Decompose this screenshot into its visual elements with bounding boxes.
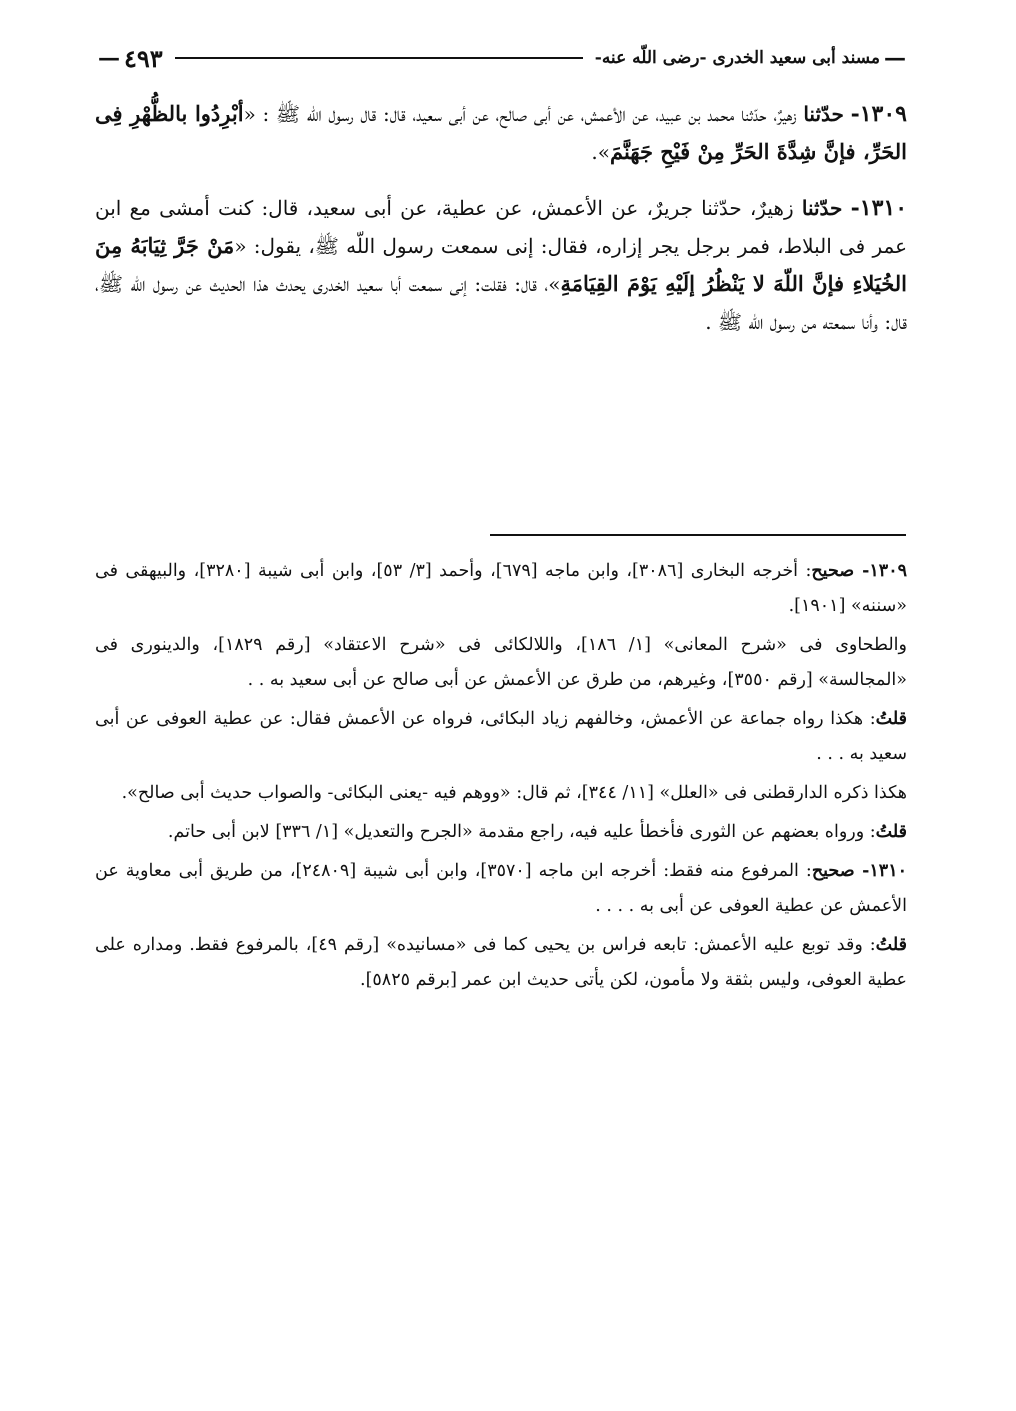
footnote-text: : المرفوع منه فقط: أخرجه ابن ماجه [٣٥٧٠]، وابن أبى شيبة [٢٤٨٠٩]، من طريق أبى معاوية عن الأعمش عن عطية العوفى عن أبى به . . . . (95, 861, 907, 916)
footnote-paragraph: هكذا ذكره الدارقطنى فى «العلل» [١١/ ٣٤٤]، ثم قال: «ووهم فيه -يعنى البكائى- والصواب حديث أبى صالح». (121, 783, 907, 803)
footnote-text: : أخرجه البخارى [٣٠٨٦]، وابن ماجه [٦٧٩]، وأحمد [٣/ ٥٣]، وابن أبى شيبة [٣٢٨٠]، والبيهقى فى «سننه» [١٩٠١]. (95, 561, 907, 616)
hadith-lead: حدّثنا (803, 102, 844, 126)
footnote-paragraph: والطحاوى فى «شرح المعانى» [١/ ١٨٦]، واللالكائى فى «شرح الاعتقاد» [رقم ١٨٢٩]، والدينورى فى «المجالسة» [رقم ٣٥٥٠]، وغيرهم، من طرق عن الأعمش عن أبى صالح عن أبى سعيد به . . (95, 635, 907, 690)
hadith-1310 (95, 189, 907, 341)
qult-label: قلتُ (875, 709, 907, 729)
hadith-end: ». (591, 140, 610, 164)
footnote-number: ١٣٠٩- (854, 561, 907, 581)
footnote-grade: صحيح (811, 861, 855, 881)
footnote-text: : وقد توبع عليه الأعمش: تابعه فراس بن يحيى كما فى «مسانيده» [رقم ٤٩]، بالمرفوع فقط. ومداره على عطية العوفى، وليس بثقة ولا مأمون، لكن يأتى حديث ابن عمر [برقم ٥٨٢٥]. (95, 935, 907, 990)
footnotes (95, 554, 907, 1002)
page-number: ٤٩٣ (124, 43, 163, 73)
hadith-lead: حدّثنا (801, 196, 843, 220)
footnote-1309 (95, 554, 907, 624)
footnote-1310 (95, 854, 907, 924)
hadith-text-part2: »، قال: فقلت: إنى سمعت أبا سعيد الخدرى يحدث هذا الحديث عن رسول اللّه ﷺ، قال: وأنا سمعته من رسول اللّه ﷺ . (95, 272, 907, 334)
hadith-text-part1: زهيرٌ، حدّثنا جريرٌ، عن الأعمش، عن عطية، عن أبى سعيد، قال: كنت أمشى مع ابن عمر فى البلاط، فمر برجل يجر إزاره، فقال: إنى سمعت رسول اللّه ﷺ، يقول: « (95, 196, 907, 258)
qult-label: قلتُ (875, 822, 907, 842)
footnote-paragraph (95, 928, 907, 998)
header-dash-left: — (98, 45, 120, 71)
hadith-isnad: زهيرٌ، حدّثنا محمد بن عبيد، عن الأعمش، عن أبى صالح، عن أبى سعيد، قال: قال رسول اللّه ﷺ : « (243, 102, 804, 126)
hadith-1309 (95, 95, 907, 171)
hadith-matn: أبْرِدُوا بالظُّهْرِ فِى الحَرِّ، فإنَّ شِدَّةَ الحَرِّ مِنْ فَيْحِ جَهَنَّمَ (95, 101, 907, 164)
main-text (95, 95, 907, 359)
header-rule (175, 57, 583, 59)
header-dash-right: — (884, 45, 906, 71)
header-title: مسند أبى سعيد الخدرى -رضى اللّه عنه- (594, 48, 880, 68)
hadith-number: ١٣٠٩- (850, 101, 907, 127)
hadith-matn: مَنْ جَرَّ ثِيَابَهُ مِنَ الخُيَلاءِ فإنَّ اللّهَ لا يَنْظُرُ إلَيْهِ يَوْمَ القِيَامَةِ (95, 233, 907, 296)
footnote-paragraph (95, 702, 907, 772)
footnote-paragraph (95, 815, 907, 850)
footnote-text: : هكذا رواه جماعة عن الأعمش، وخالفهم زياد البكائى، فرواه عن الأعمش فقال: عن عطية العوفى عن أبى سعيد به . . . (95, 709, 907, 764)
footnote-text: : ورواه بعضهم عن الثورى فأخطأ عليه فيه، راجع مقدمة «الجرح والتعديل» [١/ ٣٣٦] لابن أبى حاتم. (167, 822, 876, 842)
footnote-grade: صحيح (811, 561, 855, 581)
running-header (98, 38, 906, 78)
qult-label: قلتُ (875, 935, 907, 955)
hadith-number: ١٣١٠- (850, 195, 908, 221)
footnote-number: ١٣١٠- (854, 861, 907, 881)
footnote-separator (490, 534, 906, 536)
